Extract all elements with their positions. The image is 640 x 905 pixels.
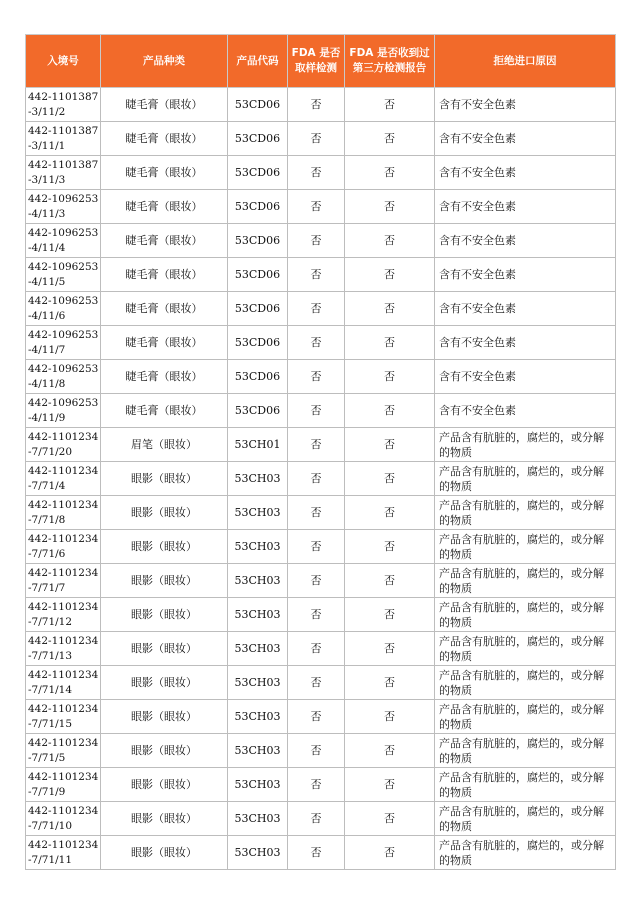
header-product-type: 产品种类 xyxy=(101,35,228,88)
rejection-reason-cell: 含有不安全色素 xyxy=(435,326,616,360)
entry-number-cell: 442-1101234-7/71/5 xyxy=(26,734,101,768)
table-row xyxy=(26,122,616,156)
table-row xyxy=(26,462,616,496)
fda-sampled-cell: 否 xyxy=(288,156,345,190)
product-type-cell: 睫毛膏（眼妆） xyxy=(101,360,228,394)
table-row xyxy=(26,88,616,122)
third-party-report-cell: 否 xyxy=(345,88,435,122)
entry-number-cell: 442-1096253-4/11/8 xyxy=(26,360,101,394)
rejection-reason-cell: 含有不安全色素 xyxy=(435,88,616,122)
entry-number-cell: 442-1101234-7/71/11 xyxy=(26,836,101,870)
product-code-cell: 53CH03 xyxy=(228,462,288,496)
fda-sampled-cell: 否 xyxy=(288,360,345,394)
product-code-cell: 53CH03 xyxy=(228,802,288,836)
entry-number-cell: 442-1101234-7/71/15 xyxy=(26,700,101,734)
fda-sampled-cell: 否 xyxy=(288,224,345,258)
product-type-cell: 眼影（眼妆） xyxy=(101,564,228,598)
product-code-cell: 53CD06 xyxy=(228,88,288,122)
header-entry-number: 入境号 xyxy=(26,35,101,88)
rejection-table-container xyxy=(25,34,615,870)
product-code-cell: 53CD06 xyxy=(228,224,288,258)
table-row xyxy=(26,258,616,292)
entry-number-cell: 442-1096253-4/11/6 xyxy=(26,292,101,326)
fda-sampled-cell: 否 xyxy=(288,394,345,428)
entry-number-cell: 442-1096253-4/11/7 xyxy=(26,326,101,360)
rejection-reason-cell: 产品含有肮脏的，腐烂的，或分解的物质 xyxy=(435,530,616,564)
product-code-cell: 53CH03 xyxy=(228,768,288,802)
third-party-report-cell: 否 xyxy=(345,734,435,768)
product-type-cell: 眼影（眼妆） xyxy=(101,734,228,768)
third-party-report-cell: 否 xyxy=(345,632,435,666)
entry-number-cell: 442-1101387-3/11/3 xyxy=(26,156,101,190)
entry-number-cell: 442-1101234-7/71/10 xyxy=(26,802,101,836)
rejection-reason-cell: 产品含有肮脏的，腐烂的，或分解的物质 xyxy=(435,428,616,462)
product-type-cell: 眼影（眼妆） xyxy=(101,700,228,734)
fda-sampled-cell: 否 xyxy=(288,836,345,870)
fda-sampled-cell: 否 xyxy=(288,530,345,564)
product-code-cell: 53CD06 xyxy=(228,360,288,394)
third-party-report-cell: 否 xyxy=(345,394,435,428)
header-product-code: 产品代码 xyxy=(228,35,288,88)
rejection-reason-cell: 产品含有肮脏的，腐烂的，或分解的物质 xyxy=(435,768,616,802)
rejection-reason-cell: 产品含有肮脏的，腐烂的，或分解的物质 xyxy=(435,836,616,870)
table-row xyxy=(26,496,616,530)
rejection-reason-cell: 产品含有肮脏的，腐烂的，或分解的物质 xyxy=(435,564,616,598)
product-type-cell: 睫毛膏（眼妆） xyxy=(101,394,228,428)
product-type-cell: 睫毛膏（眼妆） xyxy=(101,88,228,122)
product-type-cell: 眼影（眼妆） xyxy=(101,666,228,700)
fda-sampled-cell: 否 xyxy=(288,122,345,156)
rejection-reason-cell: 含有不安全色素 xyxy=(435,156,616,190)
product-type-cell: 眼影（眼妆） xyxy=(101,530,228,564)
table-row xyxy=(26,666,616,700)
third-party-report-cell: 否 xyxy=(345,496,435,530)
entry-number-cell: 442-1096253-4/11/4 xyxy=(26,224,101,258)
rejection-reason-cell: 产品含有肮脏的，腐烂的，或分解的物质 xyxy=(435,632,616,666)
third-party-report-cell: 否 xyxy=(345,666,435,700)
third-party-report-cell: 否 xyxy=(345,190,435,224)
table-row xyxy=(26,326,616,360)
product-code-cell: 53CH03 xyxy=(228,496,288,530)
product-code-cell: 53CH03 xyxy=(228,530,288,564)
third-party-report-cell: 否 xyxy=(345,598,435,632)
rejection-reason-cell: 含有不安全色素 xyxy=(435,292,616,326)
third-party-report-cell: 否 xyxy=(345,360,435,394)
third-party-report-cell: 否 xyxy=(345,564,435,598)
entry-number-cell: 442-1101234-7/71/6 xyxy=(26,530,101,564)
third-party-report-cell: 否 xyxy=(345,462,435,496)
header-row xyxy=(26,35,616,88)
third-party-report-cell: 否 xyxy=(345,836,435,870)
table-row xyxy=(26,428,616,462)
product-code-cell: 53CD06 xyxy=(228,326,288,360)
table-row xyxy=(26,530,616,564)
product-code-cell: 53CH03 xyxy=(228,564,288,598)
table-row xyxy=(26,598,616,632)
rejection-reason-cell: 含有不安全色素 xyxy=(435,190,616,224)
rejection-reason-cell: 产品含有肮脏的，腐烂的，或分解的物质 xyxy=(435,802,616,836)
rejection-reason-cell: 产品含有肮脏的，腐烂的，或分解的物质 xyxy=(435,496,616,530)
third-party-report-cell: 否 xyxy=(345,292,435,326)
product-code-cell: 53CH03 xyxy=(228,734,288,768)
product-type-cell: 眼影（眼妆） xyxy=(101,496,228,530)
table-row xyxy=(26,564,616,598)
product-type-cell: 睫毛膏（眼妆） xyxy=(101,122,228,156)
fda-sampled-cell: 否 xyxy=(288,666,345,700)
fda-sampled-cell: 否 xyxy=(288,462,345,496)
entry-number-cell: 442-1101234-7/71/4 xyxy=(26,462,101,496)
table-row xyxy=(26,156,616,190)
rejection-reason-cell: 含有不安全色素 xyxy=(435,258,616,292)
product-code-cell: 53CD06 xyxy=(228,190,288,224)
fda-sampled-cell: 否 xyxy=(288,700,345,734)
fda-sampled-cell: 否 xyxy=(288,632,345,666)
product-code-cell: 53CD06 xyxy=(228,258,288,292)
table-row xyxy=(26,224,616,258)
table-row xyxy=(26,836,616,870)
rejection-reason-cell: 产品含有肮脏的，腐烂的，或分解的物质 xyxy=(435,462,616,496)
entry-number-cell: 442-1096253-4/11/3 xyxy=(26,190,101,224)
table-header xyxy=(26,35,616,88)
fda-sampled-cell: 否 xyxy=(288,734,345,768)
product-type-cell: 眼影（眼妆） xyxy=(101,632,228,666)
fda-sampled-cell: 否 xyxy=(288,768,345,802)
product-type-cell: 睫毛膏（眼妆） xyxy=(101,224,228,258)
third-party-report-cell: 否 xyxy=(345,700,435,734)
fda-sampled-cell: 否 xyxy=(288,88,345,122)
product-code-cell: 53CD06 xyxy=(228,292,288,326)
product-type-cell: 眼影（眼妆） xyxy=(101,768,228,802)
product-code-cell: 53CH03 xyxy=(228,632,288,666)
product-type-cell: 眼影（眼妆） xyxy=(101,598,228,632)
header-rejection-reason: 拒绝进口原因 xyxy=(435,35,616,88)
third-party-report-cell: 否 xyxy=(345,122,435,156)
product-type-cell: 眼影（眼妆） xyxy=(101,836,228,870)
product-type-cell: 睫毛膏（眼妆） xyxy=(101,258,228,292)
third-party-report-cell: 否 xyxy=(345,530,435,564)
table-row xyxy=(26,734,616,768)
table-row xyxy=(26,768,616,802)
product-code-cell: 53CH03 xyxy=(228,666,288,700)
product-type-cell: 睫毛膏（眼妆） xyxy=(101,190,228,224)
rejection-reason-cell: 含有不安全色素 xyxy=(435,122,616,156)
rejection-reason-cell: 产品含有肮脏的，腐烂的，或分解的物质 xyxy=(435,666,616,700)
product-type-cell: 睫毛膏（眼妆） xyxy=(101,292,228,326)
product-type-cell: 眉笔（眼妆） xyxy=(101,428,228,462)
table-row xyxy=(26,700,616,734)
fda-sampled-cell: 否 xyxy=(288,258,345,292)
entry-number-cell: 442-1101234-7/71/13 xyxy=(26,632,101,666)
table-row xyxy=(26,360,616,394)
third-party-report-cell: 否 xyxy=(345,428,435,462)
fda-sampled-cell: 否 xyxy=(288,496,345,530)
product-code-cell: 53CH03 xyxy=(228,700,288,734)
table-row xyxy=(26,802,616,836)
third-party-report-cell: 否 xyxy=(345,326,435,360)
product-code-cell: 53CH01 xyxy=(228,428,288,462)
fda-sampled-cell: 否 xyxy=(288,190,345,224)
rejection-reason-cell: 含有不安全色素 xyxy=(435,224,616,258)
entry-number-cell: 442-1101387-3/11/1 xyxy=(26,122,101,156)
entry-number-cell: 442-1101234-7/71/8 xyxy=(26,496,101,530)
table-body xyxy=(26,88,616,870)
product-type-cell: 睫毛膏（眼妆） xyxy=(101,326,228,360)
fda-sampled-cell: 否 xyxy=(288,598,345,632)
entry-number-cell: 442-1101234-7/71/14 xyxy=(26,666,101,700)
rejection-reason-cell: 产品含有肮脏的，腐烂的，或分解的物质 xyxy=(435,700,616,734)
rejection-reason-cell: 含有不安全色素 xyxy=(435,360,616,394)
fda-sampled-cell: 否 xyxy=(288,564,345,598)
fda-sampled-cell: 否 xyxy=(288,802,345,836)
product-code-cell: 53CD06 xyxy=(228,156,288,190)
entry-number-cell: 442-1101234-7/71/12 xyxy=(26,598,101,632)
entry-number-cell: 442-1096253-4/11/9 xyxy=(26,394,101,428)
rejection-reason-cell: 产品含有肮脏的，腐烂的，或分解的物质 xyxy=(435,598,616,632)
third-party-report-cell: 否 xyxy=(345,802,435,836)
fda-sampled-cell: 否 xyxy=(288,292,345,326)
third-party-report-cell: 否 xyxy=(345,768,435,802)
entry-number-cell: 442-1101234-7/71/20 xyxy=(26,428,101,462)
third-party-report-cell: 否 xyxy=(345,224,435,258)
import-rejection-table xyxy=(25,34,616,870)
entry-number-cell: 442-1101387-3/11/2 xyxy=(26,88,101,122)
header-third-party-report: FDA 是否收到过第三方检测报告 xyxy=(345,35,435,88)
product-code-cell: 53CD06 xyxy=(228,122,288,156)
table-row xyxy=(26,632,616,666)
entry-number-cell: 442-1101234-7/71/7 xyxy=(26,564,101,598)
entry-number-cell: 442-1101234-7/71/9 xyxy=(26,768,101,802)
fda-sampled-cell: 否 xyxy=(288,326,345,360)
product-code-cell: 53CH03 xyxy=(228,598,288,632)
product-type-cell: 睫毛膏（眼妆） xyxy=(101,156,228,190)
table-row xyxy=(26,190,616,224)
product-code-cell: 53CD06 xyxy=(228,394,288,428)
fda-sampled-cell: 否 xyxy=(288,428,345,462)
header-fda-sampled: FDA 是否取样检测 xyxy=(288,35,345,88)
product-type-cell: 眼影（眼妆） xyxy=(101,462,228,496)
third-party-report-cell: 否 xyxy=(345,156,435,190)
rejection-reason-cell: 含有不安全色素 xyxy=(435,394,616,428)
rejection-reason-cell: 产品含有肮脏的，腐烂的，或分解的物质 xyxy=(435,734,616,768)
third-party-report-cell: 否 xyxy=(345,258,435,292)
table-row xyxy=(26,394,616,428)
product-code-cell: 53CH03 xyxy=(228,836,288,870)
entry-number-cell: 442-1096253-4/11/5 xyxy=(26,258,101,292)
table-row xyxy=(26,292,616,326)
product-type-cell: 眼影（眼妆） xyxy=(101,802,228,836)
